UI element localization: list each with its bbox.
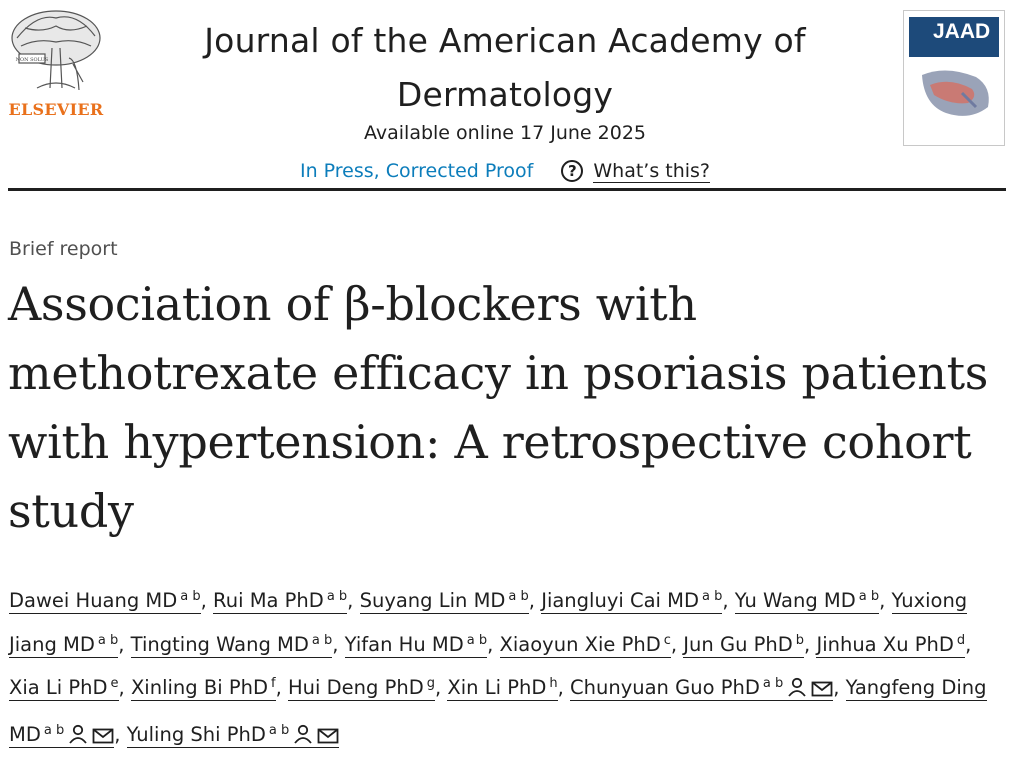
author-link[interactable] — [131, 676, 276, 701]
author-name: Rui Ma PhD — [213, 589, 324, 612]
author-name-underline — [683, 633, 804, 658]
author-link[interactable] — [735, 589, 879, 614]
author-link[interactable] — [9, 676, 119, 701]
author-link[interactable] — [816, 633, 965, 658]
author-name-underline — [9, 676, 119, 701]
author-affiliation: a b — [858, 589, 880, 604]
author-name-underline — [131, 633, 333, 658]
email-icon — [317, 718, 339, 758]
person-icon — [787, 671, 807, 711]
author-name: Dawei Huang MD — [9, 589, 178, 612]
author-name-underline — [735, 589, 879, 614]
author-name-underline — [213, 589, 347, 614]
author-name: Suyang Lin MD — [359, 589, 506, 612]
header-divider — [8, 188, 1006, 191]
author-name: Tingting Wang MD — [130, 632, 309, 656]
article-status-row — [160, 156, 850, 186]
author-name: Yu Wang MD — [734, 589, 856, 612]
author-separator: , — [965, 632, 972, 656]
help-icon: ? — [561, 160, 583, 182]
email-icon — [92, 718, 114, 758]
author-link[interactable] — [683, 633, 804, 658]
author-link[interactable] — [131, 633, 333, 658]
cover-logo: JAAD — [933, 20, 991, 43]
author-separator: , — [722, 589, 735, 612]
author-name: Xia Li PhD — [9, 676, 108, 699]
author-affiliation: g — [426, 676, 435, 691]
author-link[interactable] — [360, 589, 529, 614]
author-name-underline — [131, 676, 276, 701]
author-name-underline — [360, 589, 529, 614]
author-name-underline — [447, 676, 557, 701]
author-separator: , — [528, 589, 542, 612]
author-name: Hui Deng PhD — [287, 676, 424, 699]
cover-image-icon — [916, 63, 996, 123]
author-separator: , — [804, 632, 817, 656]
author-affiliation: b — [795, 632, 805, 648]
author-link[interactable] — [541, 589, 722, 614]
author-affiliation: a b — [180, 589, 201, 604]
svg-text:NON SOLUS: NON SOLUS — [15, 57, 49, 63]
author-name-underline — [288, 676, 435, 701]
author-name: Xinling Bi PhD — [130, 676, 268, 699]
author-affiliation: d — [956, 632, 966, 648]
author-separator: , — [487, 632, 500, 656]
author-name: Xin Li PhD — [447, 676, 547, 699]
person-icon — [293, 718, 313, 758]
author-link[interactable] — [447, 676, 557, 701]
author-separator: , — [332, 632, 345, 656]
author-link[interactable] — [127, 723, 340, 748]
author-affiliation: h — [549, 676, 558, 691]
author-affiliation: a b — [466, 632, 488, 648]
author-separator: , — [114, 722, 127, 746]
author-link[interactable] — [288, 676, 435, 701]
available-online-date: Available online 17 June 2025 — [363, 122, 647, 144]
author-affiliation: a b — [326, 589, 348, 604]
author-affiliation: a b — [97, 632, 119, 648]
author-link[interactable] — [570, 676, 833, 701]
author-name: Jiangluyi Cai MD — [541, 589, 699, 612]
author-name: Jun Gu PhD — [683, 632, 793, 656]
author-separator: , — [833, 676, 846, 699]
author-name-underline — [127, 723, 340, 748]
author-name: Chunyuan Guo PhD — [570, 676, 760, 699]
author-name: Jinhua Xu PhD — [816, 632, 954, 656]
author-list — [9, 577, 999, 757]
article-title: Association of β-blockers with methotrexate efficacy in psoriasis patients with hypertension: A retrospective cohort study — [8, 277, 989, 538]
author-affiliation: a b — [762, 676, 784, 691]
author-affiliation: a b — [702, 589, 723, 604]
elsevier-logo[interactable] — [7, 8, 105, 120]
author-separator: , — [275, 676, 288, 699]
author-separator: , — [347, 589, 360, 612]
author-affiliation: a b — [43, 722, 65, 738]
whats-this-label: What’s this? — [593, 159, 711, 182]
author-name-underline — [570, 676, 833, 701]
elsevier-tree-icon — [7, 8, 105, 96]
author-name-underline — [500, 633, 671, 658]
article-type: Brief report — [9, 238, 118, 260]
journal-header — [0, 0, 1009, 192]
journal-cover-thumbnail[interactable] — [903, 10, 1005, 146]
author-name: Yuxiong Jiang MD — [9, 589, 968, 656]
author-affiliation: f — [271, 676, 276, 691]
author-name: Xiaoyun Xie PhD — [499, 632, 661, 656]
author-name: Yangfeng Ding MD — [9, 676, 987, 746]
author-affiliation: e — [110, 676, 119, 691]
author-affiliation: a b — [508, 589, 529, 604]
author-affiliation: c — [663, 632, 671, 648]
author-link[interactable] — [345, 633, 487, 658]
cover-banner — [909, 17, 999, 57]
journal-title[interactable]: Journal of the American Academy of Dermatology — [204, 21, 806, 114]
author-name: Yuling Shi PhD — [126, 722, 266, 746]
author-separator: , — [200, 589, 214, 612]
author-link[interactable] — [500, 633, 671, 658]
author-separator: , — [879, 589, 892, 612]
email-icon — [811, 671, 833, 711]
author-affiliation: a b — [268, 722, 290, 738]
author-name-underline — [345, 633, 487, 658]
author-separator: , — [670, 632, 684, 656]
elsevier-wordmark: ELSEVIER — [8, 100, 104, 119]
author-name: Yifan Hu MD — [344, 632, 464, 656]
author-affiliation: a b — [311, 632, 333, 648]
author-name-underline — [541, 589, 722, 614]
author-name-underline — [9, 589, 201, 614]
author-link[interactable] — [9, 589, 201, 614]
author-name-underline — [816, 633, 965, 658]
in-press-link[interactable]: In Press, Corrected Proof — [299, 160, 534, 182]
person-icon — [68, 718, 88, 758]
whats-this-button[interactable] — [561, 160, 710, 183]
author-separator: , — [118, 676, 131, 699]
author-link[interactable] — [213, 589, 347, 614]
author-separator: , — [557, 676, 570, 699]
author-separator: , — [118, 632, 131, 656]
author-separator: , — [434, 676, 448, 699]
